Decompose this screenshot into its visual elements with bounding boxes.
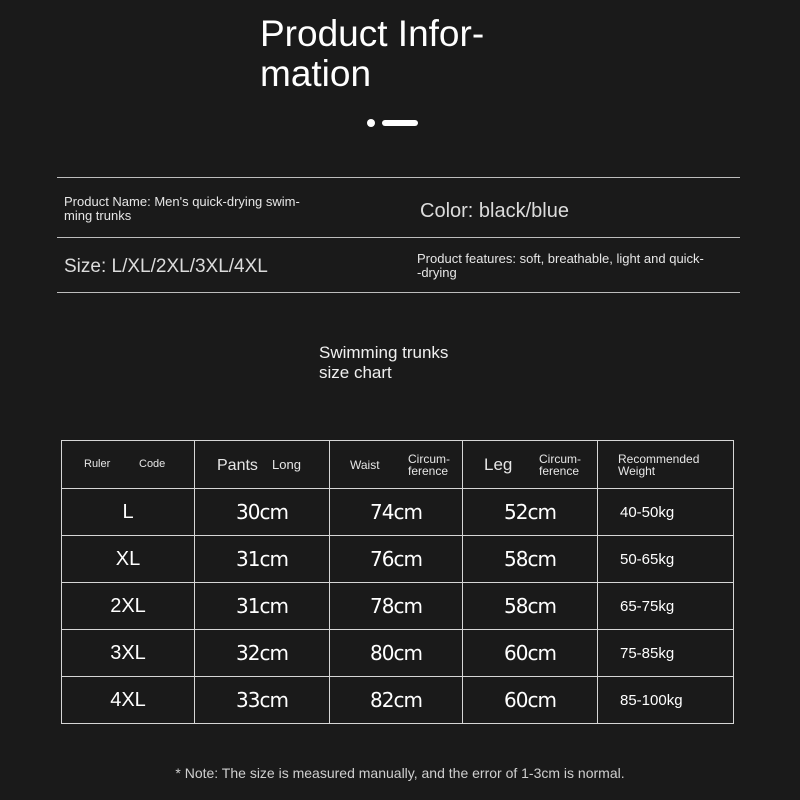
pagination-dot bbox=[367, 119, 375, 127]
cell-pants-length: 31cm bbox=[195, 536, 330, 583]
size-chart-caption: Swimming trunks size chart bbox=[319, 343, 449, 382]
product-name: Product Name: Men's quick-drying swim- ming trunks bbox=[64, 194, 300, 223]
table-row bbox=[62, 489, 734, 536]
cell-leg: 58cm bbox=[463, 583, 598, 630]
cell-leg: 60cm bbox=[463, 630, 598, 677]
cell-leg: 58cm bbox=[463, 536, 598, 583]
table-row bbox=[62, 677, 734, 724]
cell-pants-length: 33cm bbox=[195, 677, 330, 724]
header-weight bbox=[598, 441, 734, 489]
product-size: Size: L/XL/2XL/3XL/4XL bbox=[64, 256, 268, 277]
header-recommended-weight: Recommended Weight bbox=[618, 452, 700, 478]
cell-weight: 85-100kg bbox=[598, 677, 734, 724]
header-waist bbox=[330, 441, 463, 489]
header-ruler: Ruler bbox=[84, 458, 111, 470]
cell-pants-length: 31cm bbox=[195, 583, 330, 630]
header-leg-circumference: Circum- ference bbox=[539, 452, 581, 478]
table-header-row bbox=[62, 441, 734, 489]
cell-weight: 75-85kg bbox=[598, 630, 734, 677]
measurement-note: * Note: The size is measured manually, and the error of 1-3cm is normal. bbox=[175, 765, 625, 781]
cell-weight: 65-75kg bbox=[598, 583, 734, 630]
divider-middle bbox=[57, 237, 740, 238]
cell-pants-length: 32cm bbox=[195, 630, 330, 677]
header-pants-long bbox=[195, 441, 330, 489]
cell-leg: 60cm bbox=[463, 677, 598, 724]
cell-waist: 74cm bbox=[330, 489, 463, 536]
cell-leg: 52cm bbox=[463, 489, 598, 536]
header-waist-circumference: Circum- ference bbox=[408, 452, 450, 478]
page-title: Product Infor- mation bbox=[260, 13, 485, 94]
cell-waist: 78cm bbox=[330, 583, 463, 630]
cell-size: 4XL bbox=[62, 677, 195, 724]
cell-size: 2XL bbox=[62, 583, 195, 630]
cell-waist: 80cm bbox=[330, 630, 463, 677]
table-row bbox=[62, 536, 734, 583]
header-long: Long bbox=[272, 457, 301, 472]
cell-size: XL bbox=[62, 536, 195, 583]
table-row bbox=[62, 583, 734, 630]
cell-weight: 40-50kg bbox=[598, 489, 734, 536]
cell-waist: 82cm bbox=[330, 677, 463, 724]
cell-pants-length: 30cm bbox=[195, 489, 330, 536]
header-code: Code bbox=[139, 458, 166, 470]
header-leg bbox=[463, 441, 598, 489]
table-row bbox=[62, 630, 734, 677]
header-waist-label: Waist bbox=[350, 458, 380, 472]
product-features: Product features: soft, breathable, light and quick- -drying bbox=[417, 251, 704, 280]
cell-weight: 50-65kg bbox=[598, 536, 734, 583]
header-leg-label: Leg bbox=[484, 455, 513, 474]
divider-bottom bbox=[57, 292, 740, 293]
cell-size: L bbox=[62, 489, 195, 536]
cell-size: 3XL bbox=[62, 630, 195, 677]
header-pants: Pants bbox=[217, 457, 258, 474]
divider-top bbox=[57, 177, 740, 178]
size-table bbox=[61, 440, 734, 724]
cell-waist: 76cm bbox=[330, 536, 463, 583]
product-color: Color: black/blue bbox=[420, 200, 569, 222]
pagination-dash bbox=[382, 120, 418, 126]
header-ruler-code bbox=[62, 441, 195, 489]
